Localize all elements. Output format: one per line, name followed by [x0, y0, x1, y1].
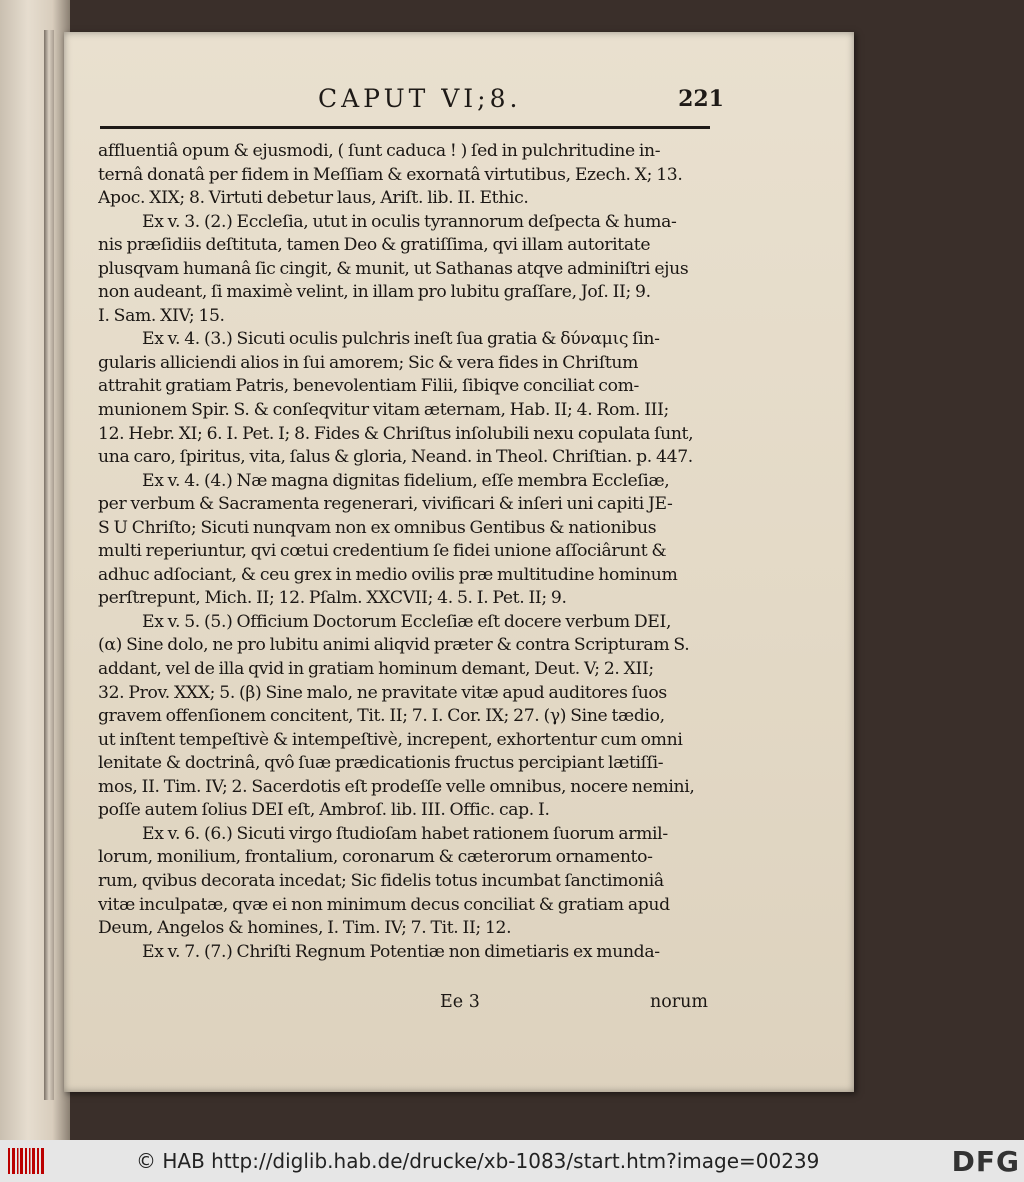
text-line: una caro, ſpiritus, vita, ſalus & gloria, Neand. in Theol. Chriſtian. p. 447. [98, 447, 693, 468]
text-line: poſſe autem ſolius DEI eſt, Ambroſ. lib. III. Offic. cap. I. [98, 800, 550, 821]
text-line: 12. Hebr. XI; 6. I. Pet. I; 8. Fides & Chriſtus inſolubili nexu copulata ſunt, [98, 423, 694, 444]
dfg-logo: DFG [951, 1145, 1020, 1178]
text-line: addant, vel de illa qvid in gratiam hominum demant, Deut. V; 2. XII; [98, 659, 654, 680]
book-spine [44, 30, 54, 1100]
page-header [254, 78, 724, 118]
text-line: Apoc. XIX; 8. Virtuti debetur laus, Ariſt. lib. II. Ethic. [98, 188, 529, 209]
text-line: non audeant, ſi maximè velint, in illam pro lubitu graſſare, Joſ. II; 9. [98, 282, 651, 303]
text-line: I. Sam. XIV; 15. [98, 305, 225, 326]
text-line: gravem offenſionem concitent, Tit. II; 7. I. Cor. IX; 27. (γ) Sine tædio, [98, 706, 665, 727]
copyright-link[interactable]: © HAB http://diglib.hab.de/drucke/xb-1083/start.htm?image=00239 [136, 1149, 820, 1173]
text-line: ut inſtent tempeſtivè & intempeſtivè, increpent, exhortentur cum omni [98, 729, 683, 750]
text-line: nis præſidiis deſtituta, tamen Deo & gratiſſima, qvi illam autoritate [98, 235, 651, 256]
text-line: vitæ inculpatæ, qvæ ei non minimum decus conciliat & gratiam apud [98, 894, 670, 915]
text-line: per verbum & Sacramenta regenerari, vivificari & inſeri uni capiti JE- [98, 494, 673, 515]
text-line: munionem Spir. S. & conſeqvitur vitam æternam, Hab. II; 4. Rom. III; [98, 400, 669, 421]
text-line: Ex v. 5. (5.) Officium Doctorum Eccleſiæ eſt docere verbum DEI, [142, 611, 672, 632]
text-line: mos, II. Tim. IV; 2. Sacerdotis eſt prodeſſe velle omnibus, nocere nemini, [98, 776, 695, 797]
text-line: attrahit gratiam Patris, benevolentiam Filii, ſibiqve conciliat com- [98, 376, 639, 397]
hab-barcode-logo-icon [4, 1144, 48, 1178]
text-line: (α) Sine dolo, ne pro lubitu animi aliqvid præter & contra Scripturam S. [98, 635, 690, 656]
page-number: 221 [678, 86, 724, 112]
text-line: Ex v. 6. (6.) Sicuti virgo ſtudioſam habet rationem ſuorum armil- [142, 823, 668, 844]
text-line: Ex v. 4. (3.) Sicuti oculis pulchris ineſt ſua gratia & δύναμις ſin- [142, 329, 660, 350]
text-line: affluentiâ opum & ejusmodi, ( ſunt caduca ! ) ſed in pulchritudine in- [98, 141, 661, 161]
viewer-footer-bar [0, 1140, 1024, 1182]
text-line: S U Chriſto; Sicuti nunqvam non ex omnibus Gentibus & nationibus [98, 517, 657, 538]
body-text [98, 140, 710, 964]
text-line: ternâ donatâ per fidem in Meſſiam & exornatâ virtutibus, Ezech. X; 13. [98, 164, 683, 185]
signature-mark: Ee 3 [440, 992, 480, 1012]
text-line: Deum, Angelos & homines, I. Tim. IV; 7. Tit. II; 12. [98, 918, 512, 939]
text-line: gularis alliciendi alios in ſui amorem; Sic & vera fides in Chriſtum [98, 352, 639, 373]
text-line: lenitate & doctrinâ, qvô ſuæ prædicationis fructus percipiant lætiſſi- [98, 753, 664, 774]
text-line: lorum, monilium, frontalium, coronarum & cæterorum ornamento- [98, 847, 653, 868]
text-line: multi reperiuntur, qvi cœtui credentium ſe fidei unione aſſociârunt & [98, 541, 667, 562]
text-line: adhuc adſociant, & ceu grex in medio ovilis præ multitudine hominum [98, 564, 678, 585]
page-footer [98, 992, 710, 1018]
running-head: CAPUT VI;8. [318, 84, 522, 113]
header-rule [100, 126, 710, 129]
catchword: norum [649, 992, 708, 1012]
text-line: Ex v. 3. (2.) Eccleſia, utut in oculis tyrannorum deſpecta & huma- [142, 211, 677, 232]
text-line: Ex v. 7. (7.) Chriſti Regnum Potentiæ non dimetiaris ex munda- [142, 941, 660, 962]
text-line: perſtrepunt, Mich. II; 12. Pſalm. XXCVII; 4. 5. I. Pet. II; 9. [98, 588, 567, 609]
text-line: Ex v. 4. (4.) Næ magna dignitas fidelium, eſſe membra Eccleſiæ, [142, 470, 670, 491]
text-line: rum, qvibus decorata incedat; Sic fidelis totus incumbat ſanctimoniâ [98, 870, 664, 891]
adjacent-page-edge [0, 0, 70, 1140]
text-line: 32. Prov. XXX; 5. (β) Sine malo, ne pravitate vitæ apud auditores ſuos [98, 682, 667, 703]
text-line: plusqvam humanâ ſic cingit, & munit, ut Sathanas atqve adminiſtri ejus [98, 258, 689, 279]
